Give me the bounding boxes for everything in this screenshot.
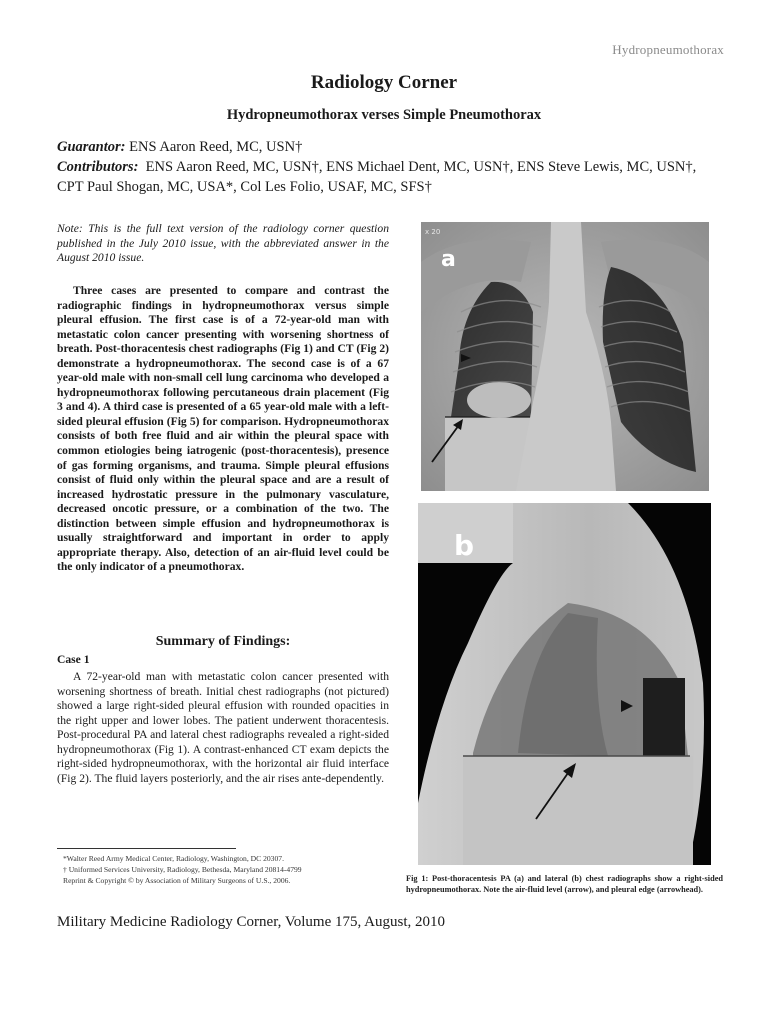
footnote-divider xyxy=(57,848,236,849)
radiograph-a-image xyxy=(421,222,709,491)
running-head: Hydropneumothorax xyxy=(612,42,724,57)
contributors-line xyxy=(57,157,737,177)
introduction-paragraph: Three cases are presented to compare and contrast the radiographic findings in hydropneumothorax versus simple pleural effusion. The first case is of a 72-year-old man with metastatic colon cancer presenting with worsening shortness of breath. Post-thoracentesis chest radiographs (Fig 1) and CT (Fig 2) demonstrate a hydropneumothorax. The second case is of a 67 year-old male with non-small cell lung carcinoma who developed a hydropneumothorax following percutaneous drain placement (Fig 3 and 4). A third case is presented of a 65 year-old male with a left-sided pleural effusion (Fig 5) for comparison. Hydropneumothorax consists of both free fluid and air within the pleural space with common etiologies being iatrogenic (post-thoracentesis), presence of gas forming organisms, and trauma. Simple pleural effusions consist of fluid only within the pleural space and are a result of increased hydrostatic pressure in the pulmonary vasculature, decreased oncotic pressure, or a combination of the two. The distinction between simple effusion and hydropneumothorax is usually straightforward and important in order to apply appropriate therapy. Also, detection of an air-fluid level could be the only indicator of a pneumothorax. xyxy=(57,284,389,574)
figure-1a-pa-radiograph xyxy=(421,222,709,491)
article-subtitle: Hydropneumothorax verses Simple Pneumothorax xyxy=(226,107,542,123)
article-title: Radiology Corner xyxy=(310,72,458,93)
guarantor-label: Guarantor: xyxy=(57,139,126,155)
author-block xyxy=(57,137,737,197)
footnotes xyxy=(63,854,393,886)
section-heading-summary: Summary of Findings: xyxy=(155,634,291,649)
svg-text:x 20: x 20 xyxy=(425,228,441,236)
contributors-line-2: CPT Paul Shogan, MC, USA*, Col Les Folio, USAF, MC, SFS† xyxy=(57,179,432,195)
case-heading: Case 1 xyxy=(57,653,90,666)
guarantor-line xyxy=(57,137,737,157)
panel-label-a: a xyxy=(441,247,456,272)
figure-1b-lateral-radiograph xyxy=(418,503,711,865)
footnote-item: *Walter Reed Army Medical Center, Radiology, Washington, DC 20307. xyxy=(63,854,284,863)
editor-note: Note: This is the full text version of the radiology corner question published in the July 2010 issue, with the abbreviated answer in the August 2010 issue. xyxy=(57,222,389,265)
radiograph-b-image xyxy=(418,503,711,865)
footnote-item: Reprint & Copyright © by Association of Military Surgeons of U.S., 2006. xyxy=(63,875,291,885)
contributors-label: Contributors: xyxy=(57,159,139,175)
figure-1-caption: Fig 1: Post-thoracentesis PA (a) and lateral (b) chest radiographs show a right-sided hydropneumothorax. Note the air-fluid level (arrow), and pleural edge (arrowhead). xyxy=(406,874,723,894)
panel-label-b: b xyxy=(454,529,475,562)
guarantor-text: ENS Aaron Reed, MC, USN† xyxy=(125,139,303,155)
case-1-paragraph: A 72-year-old man with metastatic colon cancer presented with worsening shortness of breath. Initial chest radiographs (not pictured) showed a large right-sided pleural effusion with rounded opacities in the right upper and lower lobes. The patient underwent thoracentesis. Post-procedural PA and lateral chest radiographs revealed a right-sided hydropneumothorax (Fig 1). A contrast-enhanced CT exam depicts the right-sided hydropneumothorax, with the horizontal air fluid interface (Fig 2). The fluid layers posteriorly, and the air rises ante-dependently. xyxy=(57,670,389,785)
contributors-text-1: ENS Aaron Reed, MC, USN†, ENS Michael Dent, MC, USN†, ENS Steve Lewis, MC, USN†, xyxy=(138,159,697,175)
footnote-item: † Uniformed Services University, Radiology, Bethesda, Maryland 20814-4799 xyxy=(63,864,302,874)
journal-citation: Military Medicine Radiology Corner, Volume 175, August, 2010 xyxy=(57,914,445,930)
